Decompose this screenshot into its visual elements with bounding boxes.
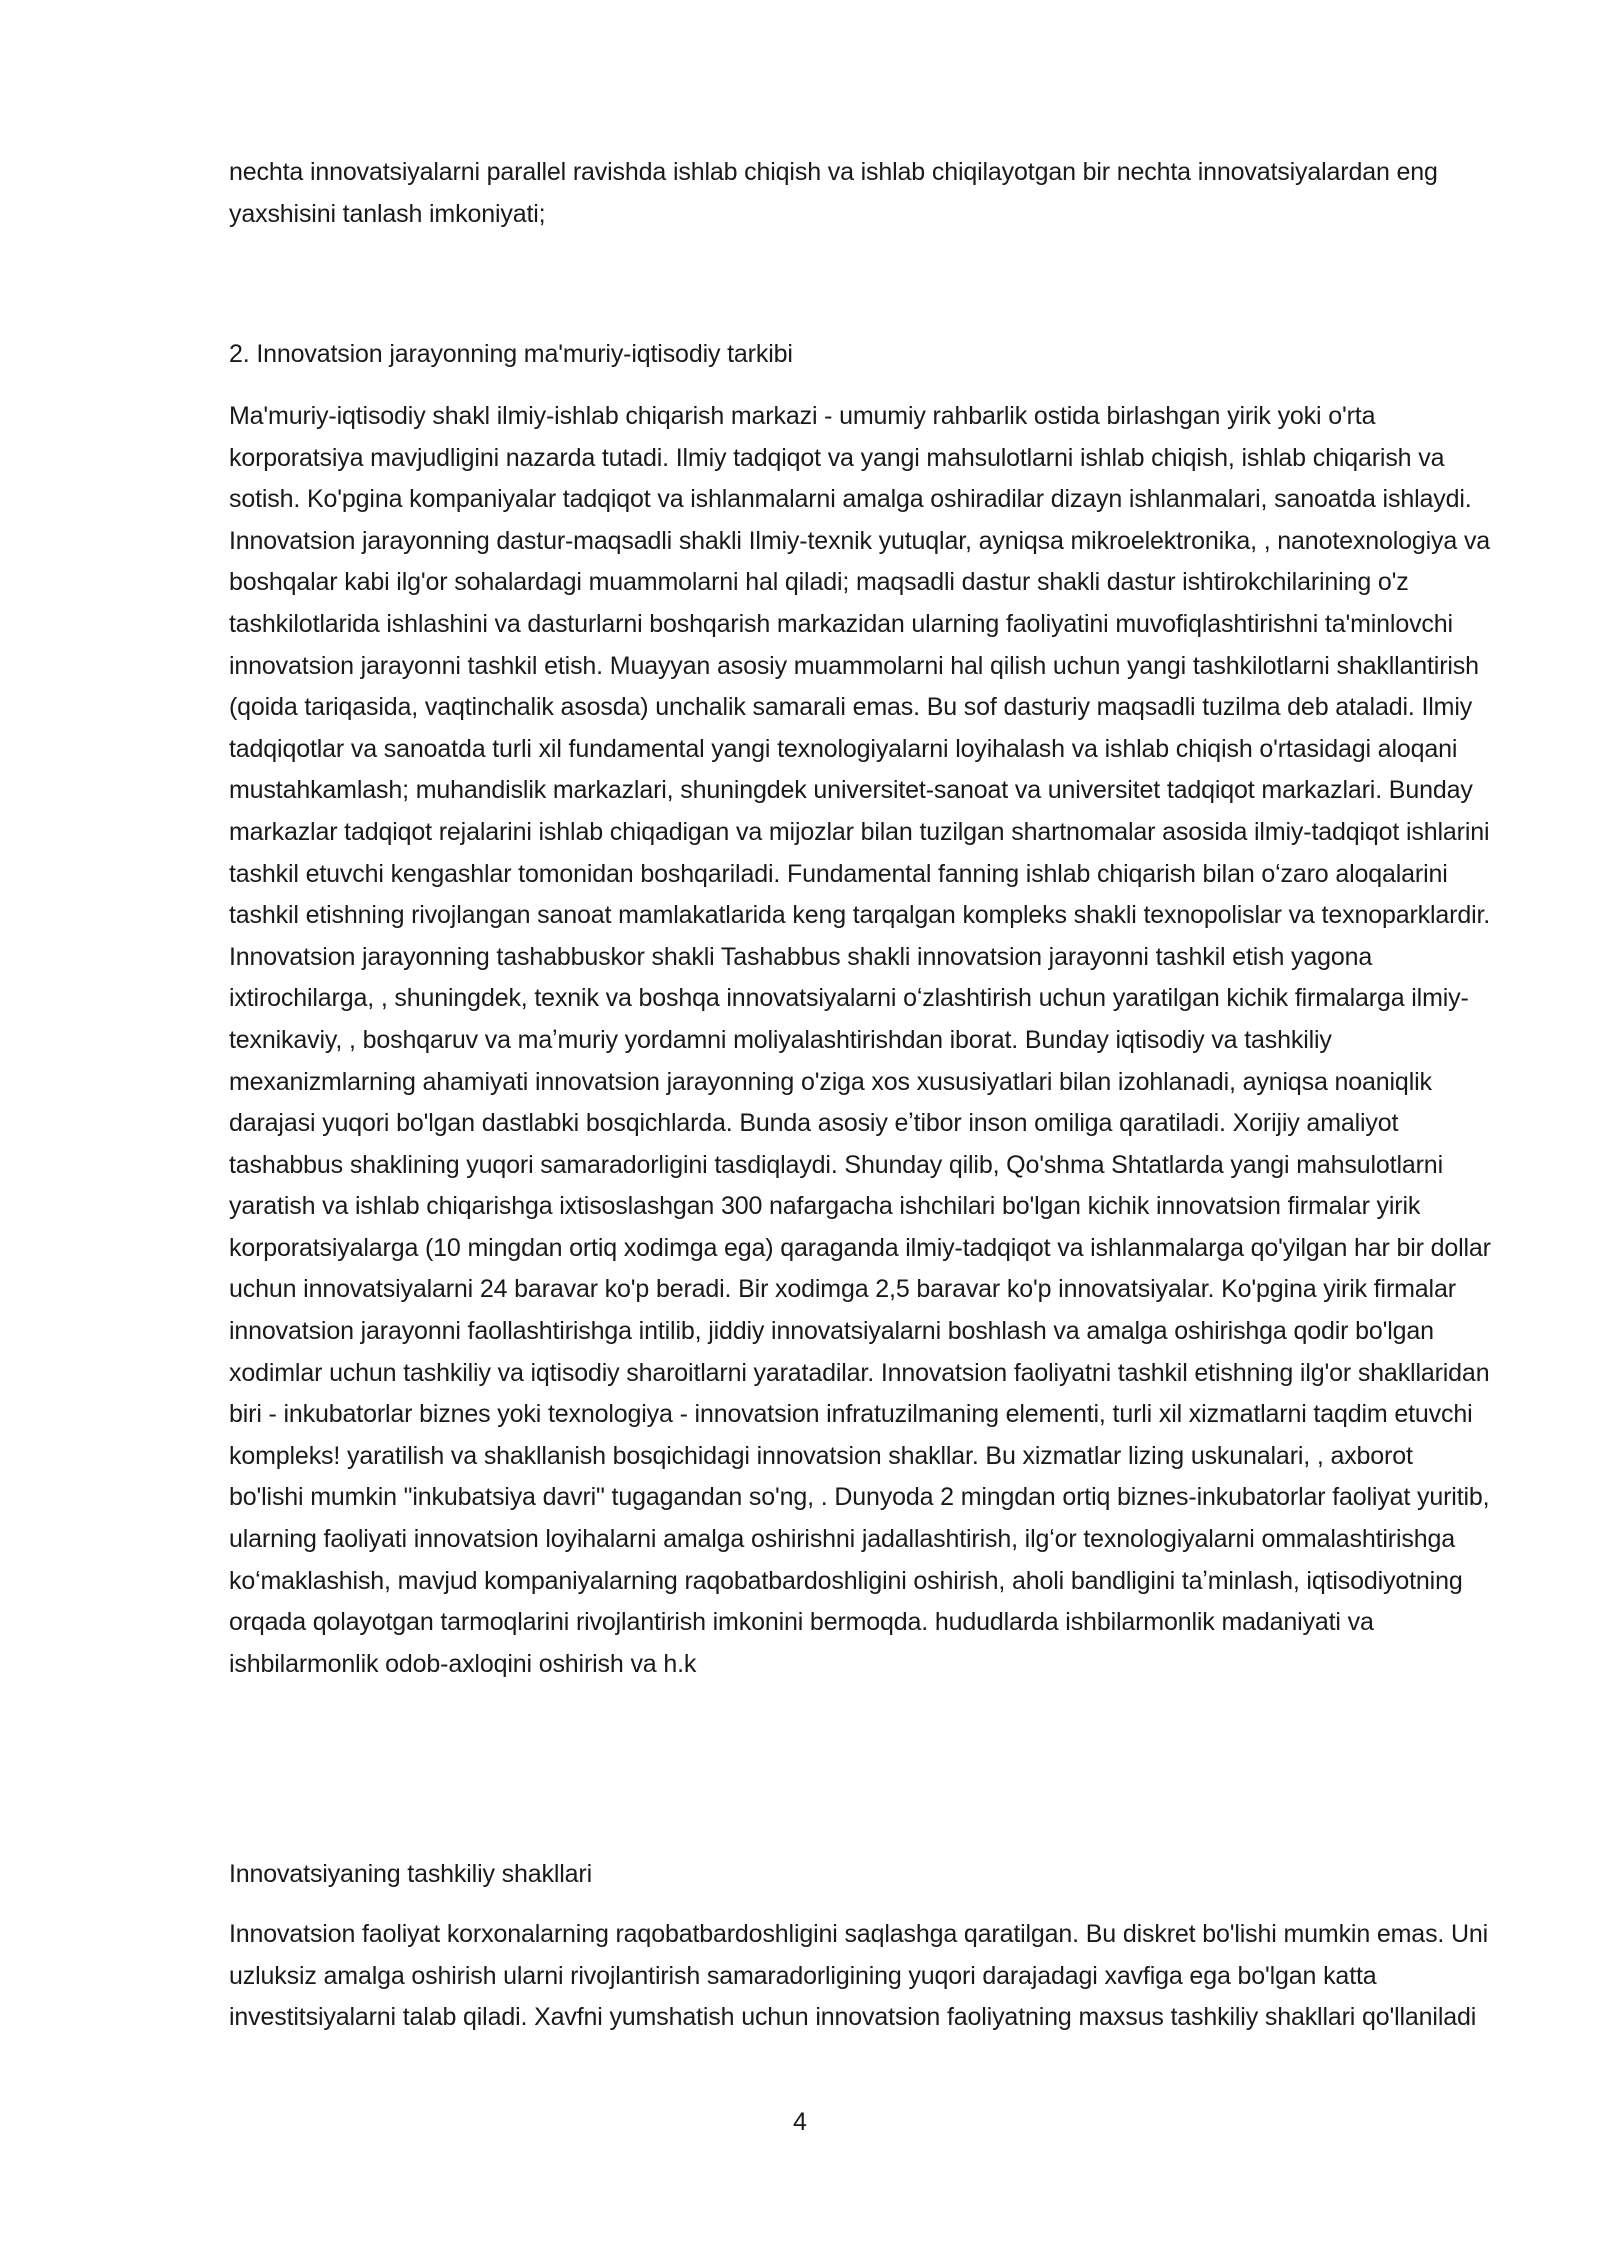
final-paragraph: Innovatsion faoliyat korxonalarning raqobatbardoshligini saqlashga qaratilgan. Bu diskret bo'lishi mumkin emas. Uni uzluksiz amalga oshirish ularni rivojlantirish samaradorligining yuqori darajadagi xavfiga ega bo'lgan katta investitsiyalarni talab qiladi. Xavfni yumshatish uchun innovatsion faoliyatning maxsus tashkiliy shakllari qo'llaniladi xyxy=(229,1920,1489,2032)
page-number: 4 xyxy=(793,2108,807,2136)
forms-heading: Innovatsiyaning tashkiliy shakllari xyxy=(229,1860,592,1888)
section-heading: 2. Innovatsion jarayonning ma'muriy-iqtisodiy tarkibi xyxy=(229,340,793,368)
main-paragraph: Ma'muriy-iqtisodiy shakl ilmiy-ishlab chiqarish markazi - umumiy rahbarlik ostida birlashgan yirik yoki o'rta korporatsiya mavjudligini nazarda tutadi. Ilmiy tadqiqot va yangi mahsulotlarni ishlab chiqish, ishlab chiqarish va sotish. Ko'pgina kompaniyalar tadqiqot va ishlanmalarni amalga oshiradilar dizayn ishlanmalari, sanoatda ishlaydi. Innovatsion jarayonning dastur-maqsadli shakli Ilmiy-texnik yutuqlar, ayniqsa mikroelektronika, , nanotexnologiya va boshqalar kabi ilg'or sohalardagi muammolarni hal qiladi; maqsadli dastur shakli dastur ishtirokchilarining o'z tashkilotlarida ishlashini va dasturlarni boshqarish markazidan ularning faoliyatini muvofiqlashtirishni ta'minlovchi innovatsion jarayonni tashkil etish. Muayyan asosiy muammolarni hal qilish uchun yangi tashkilotlarni shakllantirish (qoida tariqasida, vaqtinchalik asosda) unchalik samarali emas. Bu sof dasturiy maqsadli tuzilma deb ataladi. Ilmiy tadqiqotlar va sanoatda turli xil fundamental yangi texnologiyalarni loyihalash va ishlab chiqish o'rtasidagi aloqani mustahkamlash; muhandislik markazlari, shuningdek universitet-sanoat va universitet tadqiqot markazlari. Bunday markazlar tadqiqot rejalarini ishlab chiqadigan va mijozlar bilan tuzilgan shartnomalar asosida ilmiy-tadqiqot ishlarini tashkil etuvchi kengashlar tomonidan boshqariladi. Fundamental fanning ishlab chiqarish bilan oʻzaro aloqalarini tashkil etishning rivojlangan sanoat mamlakatlarida keng tarqalgan kompleks shakli texnopolislar va texnoparklardir. Innovatsion jarayonning tashabbuskor shakli Tashabbus shakli innovatsion jarayonni tashkil etish yagona ixtirochilarga, , shuningdek, texnik va boshqa innovatsiyalarni oʻzlashtirish uchun yaratilgan kichik firmalarga ilmiy-texnikaviy, , boshqaruv va maʼmuriy yordamni moliyalashtirishdan iborat. Bunday iqtisodiy va tashkiliy mexanizmlarning ahamiyati innovatsion jarayonning o'ziga xos xususiyatlari bilan izohlanadi, ayniqsa noaniqlik darajasi yuqori bo'lgan dastlabki bosqichlarda. Bunda asosiy eʼtibor inson omiliga qaratiladi. Xorijiy amaliyot tashabbus shaklining yuqori samaradorligini tasdiqlaydi. Shunday qilib, Qo'shma Shtatlarda yangi mahsulotlarni yaratish va ishlab chiqarishga ixtisoslashgan 300 nafargacha ishchilari bo'lgan kichik innovatsion firmalar yirik korporatsiyalarga (10 mingdan ortiq xodimga ega) qaraganda ilmiy-tadqiqot va ishlanmalarga qo'yilgan har bir dollar uchun innovatsiyalarni 24 baravar ko'p beradi. Bir xodimga 2,5 baravar ko'p innovatsiyalar. Ko'pgina yirik firmalar innovatsion jarayonni faollashtirishga intilib, jiddiy innovatsiyalarni boshlash va amalga oshirishga qodir bo'lgan xodimlar uchun tashkiliy va iqtisodiy sharoitlarni yaratadilar. Innovatsion faoliyatni tashkil etishning ilg'or shakllaridan biri - inkubatorlar biznes yoki texnologiya - innovatsion infratuzilmaning elementi, turli xil xizmatlarni taqdim etuvchi kompleks! yaratilish va shakllanish bosqichidagi innovatsion shakllar. Bu xizmatlar lizing uskunalari, , axborot bo'lishi mumkin "inkubatsiya davri" tugagandan so'ng, . Dunyoda 2 mingdan ortiq biznes-inkubatorlar faoliyat yuritib, ularning faoliyati innovatsion loyihalarni amalga oshirishni jadallashtirish, ilgʻor texnologiyalarni ommalashtirishga koʻmaklashish, mavjud kompaniyalarning raqobatbardoshligini oshirish, aholi bandligini taʼminlash, iqtisodiyotning orqada qolayotgan tarmoqlarini rivojlantirish imkonini bermoqda. hududlarda ishbilarmonlik madaniyati va ishbilarmonlik odob-axloqini oshirish va h.k xyxy=(229,402,1491,1678)
intro-paragraph: nechta innovatsiyalarni parallel ravishda ishlab chiqish va ishlab chiqilayotgan bir nechta innovatsiyalardan eng yaxshisini tanlash imkoniyati; xyxy=(229,158,1438,228)
